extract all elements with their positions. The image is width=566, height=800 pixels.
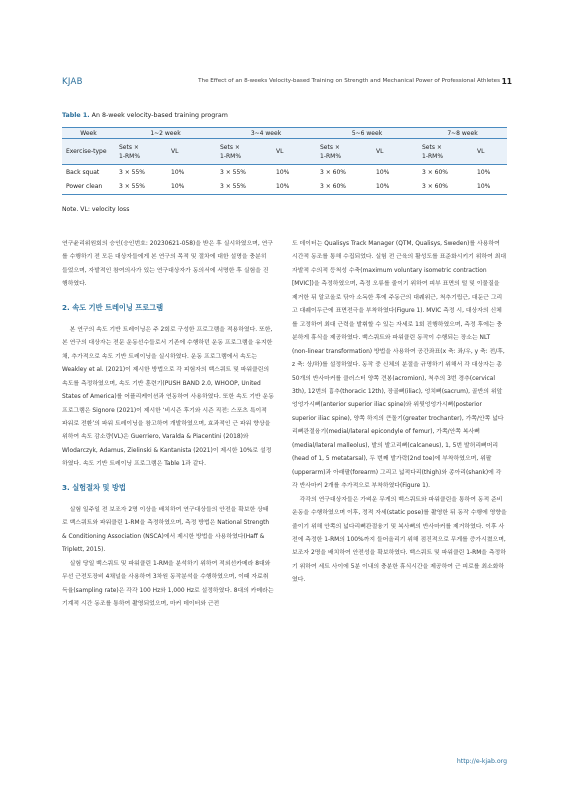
page-header xyxy=(62,77,512,91)
table-caption-text: An 8-week velocity-based training program xyxy=(91,112,228,119)
table-cell: 3 × 55% xyxy=(119,168,145,176)
body-paragraph: 연구윤리위원회의 승인(승인번호: 20230621-058)을 받은 후 실시하였으며, 연구를 수행하기 전 모든 대상자들에게 본 연구의 목적 및 절차에 대한 설명을 충분히 들었으며, 자발적인 참여의사가 있는 연구대상자가 동의서에 서명한 후 실험을 진행하였다. xyxy=(62,241,273,288)
week-7-8-header: 7~8 week xyxy=(447,129,478,137)
vl-header: VL xyxy=(376,148,384,155)
table-row xyxy=(62,180,507,195)
table-cell: 3 × 60% xyxy=(422,183,448,191)
body-paragraph: 도 데이터는 Qualisys Track Manager (QTM, Qualisys, Sweden)를 사용하여 시간적 동조를 통해 수집되었다. 실험 전 근육의 활성도를 표준화시키기 위하여 최대 자발적 수의적 등척성 수축(maximum voluntary isometric contraction [MVIC])을 측정하였으며, 측정 오류를 줄이기 위하여 피부 표면의 털 및 이물질을 제거한 뒤 알코올로 닦아 소독한 후에 주동근의 대퀘위근, 척추기립근, 대둔근 그리고 대퀘이두근에 표면전극을 부착하였다(Figure 1). MVIC 측정 시, 대상자의 신체를 고정하여 최대 근력을 발휘할 수 있는 자세로 1회 진행하였으며, 측정 후에는 충분하게 휴식을 제공하였다. 백스쿼트와 파워클린 동작이 수행되는 장소는 NLT (non-linear transformation) 방법을 사용하여 공간좌표(x 축: 좌/우, y 축: 전/후, z 축: 상/하)를 설정하였다. 동작 중 신체의 분절을 규명하기 위해서 각 대상자는 총 50개의 반사마커를 클러스터 양쪽 견봉(acromion), 척추의 3번 경추(cervical 3th), 12번의 흉추(thoracic 12th), 장골뼈(iliac), 엉치뼈(sacrum), 골반의 위앞엉엉가시뼈(anterior superior iliac spine)와 위뒷엉엉가시뼈(posterior superior iliac spine), 양쪽 하지의 큰돌기(greater trochanter), 가쪽/안쪽 넓다리뼈관절융기(medial/lateral epicondyle of femur), 가쪽/안쪽 복사뼈(medial/lateral malleolus), 발의 발고리뼈(calcaneus), 1, 5번 발허리뼈머리(head of 1, 5 metatarsal), 두 번째 발가락(2nd toe)에 부착하였으며, 위팔(upperarm)과 아래팔(forearm) 그리고 넓적다리(thigh)와 종아리(shank)에 각각 반사마커 2개를 추가적으로 부착하였다(Figure 1). xyxy=(292,241,507,490)
page-number: 11 xyxy=(501,77,512,86)
exercise-cell: Back squat xyxy=(66,168,100,176)
exercise-type-header: Exercise-type xyxy=(66,148,107,155)
body-paragraph: 실험 당일 백스쿼트 및 파워클린 1-RM을 분석하기 위하여 적외선카메라 8대와 무선 근전도장비 4채널을 사용하여 3차원 동작분석을 수행하였으며, 이때 자료취득율(sampling rate)은 각각 100 Hz와 1,000 Hz로 설정하였다. 8대의 카메라는 기계적 시간 동조를 통하여 촬영되었으며, 마커 데이터와 근전 xyxy=(62,560,274,607)
table-cell: 10% xyxy=(376,183,390,191)
body-paragraph: 실험 일주일 전 보조자 2명 이상을 배치하여 연구대상들의 안전을 확보한 상태로 백스쿼트와 파워클린 1-RM을 측정하였으며, 측정 방법은 National Strength & Conditioning Association (NSCA)에서 제시한 방법을 사용하였다(Haff & Triplett, 2015). xyxy=(62,506,270,554)
section-heading: 2. 속도 기반 트레이닝 프로그램 xyxy=(62,302,164,312)
table-cell: 10% xyxy=(477,168,491,176)
table-cell: 10% xyxy=(171,183,185,191)
week-header: Week xyxy=(80,129,97,137)
table-cell: 10% xyxy=(171,168,185,176)
vl-header: VL xyxy=(477,148,485,155)
sets-header: Sets × 1-RM% xyxy=(220,143,242,160)
week-5-6-header: 5~6 week xyxy=(351,129,383,137)
table-cell: 3 × 60% xyxy=(422,168,448,176)
left-column xyxy=(62,238,274,611)
table-note: Note. VL: velocity loss xyxy=(62,206,130,213)
journal-name: KJAB xyxy=(62,77,83,87)
table-header-row-columns xyxy=(62,139,507,165)
table-cell: 10% xyxy=(276,183,290,191)
running-title: The Effect of an 8-weeks Velocity-based Training on Strength and Mechanical Power of Professional Athletes xyxy=(198,78,500,84)
table-cell: 3 × 60% xyxy=(320,183,346,191)
table-cell: 10% xyxy=(376,168,390,176)
table-cell: 10% xyxy=(276,168,290,176)
table-cell: 3 × 55% xyxy=(119,183,145,191)
table-header-row-weeks xyxy=(62,128,507,139)
sets-header: Sets × 1-RM% xyxy=(422,143,444,160)
table-cell: 3 × 60% xyxy=(320,168,346,176)
vl-header: VL xyxy=(171,148,179,155)
training-program-table xyxy=(62,127,507,195)
sets-header: Sets × 1-RM% xyxy=(320,143,342,160)
table-label: Table 1. xyxy=(62,112,90,119)
body-paragraph: 본 연구의 속도 기반 트레이닝은 주 2회로 구성한 프로그램을 적용하였다. 또한, 본 연구의 대상자는 전문 운동선수들로서 기존에 수행하던 운동 프로그램을 유지한 채, 추가적으로 속도 기반 트레이닝을 실시하였다. 운동 프로그램에서 속도는 Weakley et al. (2021)이 제시한 방법으로 각 피험자의 백스쿼트 및 파워클린의 속도를 측정하였으며, 속도 기반 훈련기(PUSH BAND 2.0, WHOOP, United States of America)를 어플리케이션과 연동하여 사용하였다. 또한 속도 기반 운동 프로그램은 Signore (2021)이 제시한 ‘비시즌 후기와 시즌 직전: 스포츠 특이적 파워로 전환’의 파워 트레이닝을 참고하여 개발하였으며, 효과적인 근 파워 향상을 위하여 속도 감소량(VL)은 Guerriero, Varalda & Piacentini (2018)와 Wlodarczyk, Adamus, Zielinski & Kantanista (2021)이 제시한 10%로 설정하였다. 속도 기반 트레이닝 프로그램은 Table 1과 같다. xyxy=(62,326,274,468)
right-column xyxy=(292,238,507,588)
table-cell: 3 × 55% xyxy=(220,183,246,191)
sets-header: Sets × 1-RM% xyxy=(119,143,141,160)
table-cell: 3 × 55% xyxy=(220,168,246,176)
journal-url: http://e-kjab.org xyxy=(456,758,507,765)
exercise-cell: Power clean xyxy=(66,183,103,191)
vl-header: VL xyxy=(276,148,284,155)
section-heading: 3. 실험절차 및 방법 xyxy=(62,482,126,492)
body-paragraph: 각각의 연구대상자들은 가벼운 무게의 백스쿼트와 파워클린을 통하여 동적 준비 운동을 수행하였으며 이후, 정적 자세(static pose)를 촬영한 뒤 동작 수행에 영향을 줄이기 위해 안쪽의 넓다리뼈관절융기 및 복사뼈의 반사마커를 제거하였다. 이후 사전에 측정한 1-RM의 100%까지 들어올리기 위해 점진적으로 무게를 증가시켰으며, 보조자 2명을 배치하여 안전성을 확보하였다. 백스쿼트 및 파워클린 1-RM을 측정하기 위하여 세트 사이에 5분 이내의 충분한 휴식시간을 제공하여 근 피로를 최소화하였다. xyxy=(292,496,507,584)
week-3-4-header: 3~4 week xyxy=(250,129,282,137)
table-cell: 10% xyxy=(477,183,491,191)
week-1-2-header: 1~2 week xyxy=(150,129,181,137)
table-row xyxy=(62,165,507,180)
table-caption xyxy=(62,112,228,119)
